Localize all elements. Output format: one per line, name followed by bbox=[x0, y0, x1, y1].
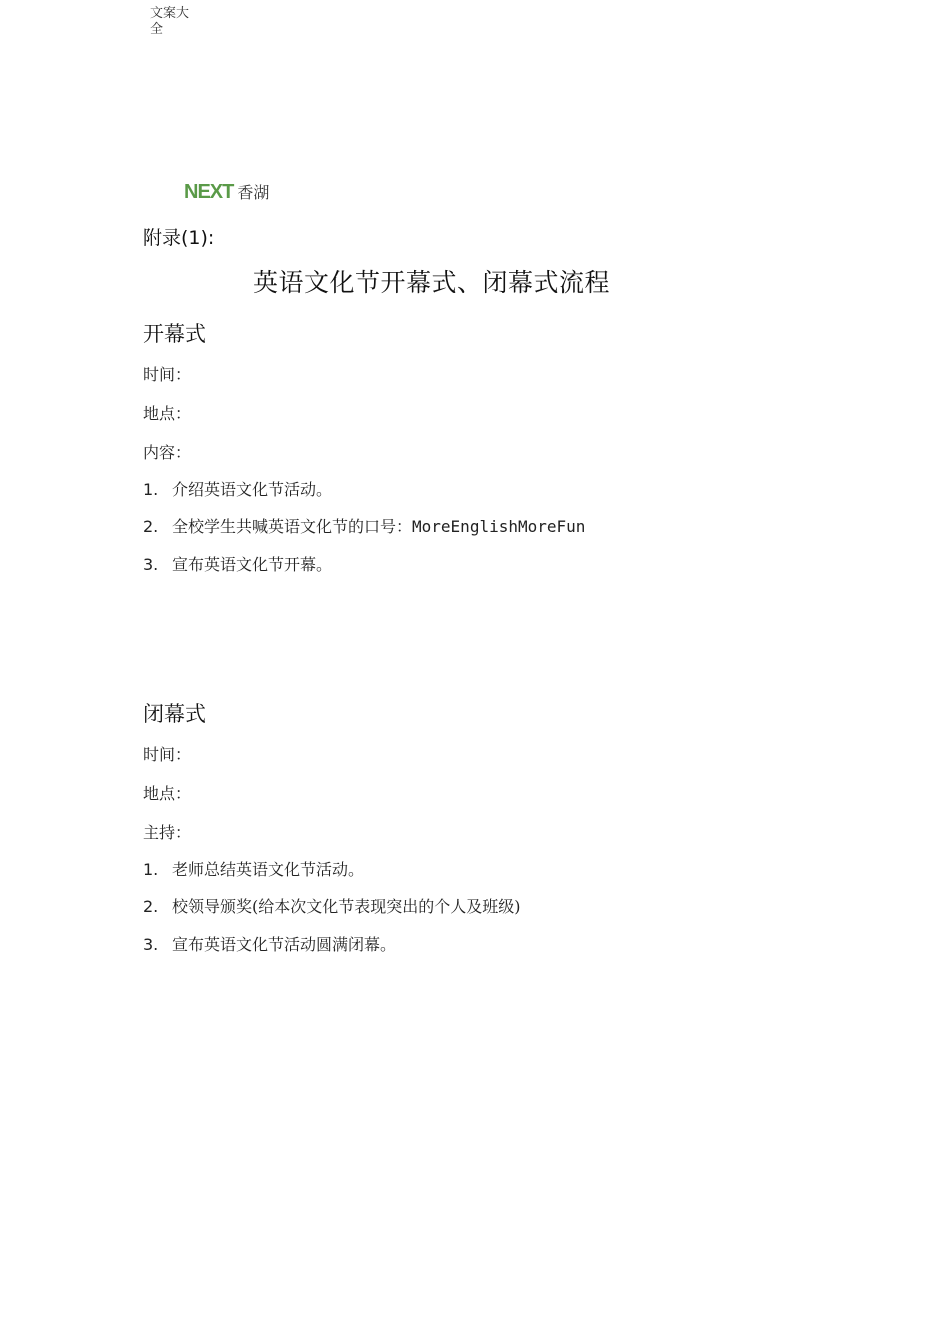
brand-logo bbox=[184, 180, 269, 204]
item-text: 老师总结英语文化节活动。 bbox=[172, 860, 365, 879]
item-number: 2. bbox=[143, 517, 159, 536]
closing-time-field: 时间： bbox=[143, 745, 192, 764]
closing-item bbox=[143, 894, 521, 917]
item-text: 全校学生共喊英语文化节的口号： bbox=[172, 517, 413, 536]
opening-content-field: 内容： bbox=[143, 443, 192, 462]
slogan-text: MoreEnglishMoreFun bbox=[412, 517, 586, 536]
item-text: 宣布英语文化节开幕。 bbox=[172, 555, 333, 574]
item-number: 3. bbox=[143, 935, 159, 954]
item-number: 2. bbox=[143, 897, 159, 916]
closing-heading: 闭幕式 bbox=[143, 702, 206, 726]
opening-item bbox=[143, 477, 332, 500]
opening-item bbox=[143, 552, 332, 575]
opening-time-field: 时间： bbox=[143, 365, 192, 384]
closing-item bbox=[143, 932, 396, 955]
appendix-label: 附录(1): bbox=[143, 227, 215, 249]
corner-label: 文案大全 bbox=[150, 6, 190, 37]
item-number: 1. bbox=[143, 860, 159, 879]
item-text: 介绍英语文化节活动。 bbox=[172, 480, 333, 499]
opening-item bbox=[143, 514, 585, 537]
closing-place-field: 地点： bbox=[143, 784, 192, 803]
document-title: 英语文化节开幕式、闭幕式流程 bbox=[253, 268, 611, 297]
item-text: 校领导颁奖(给本次文化节表现突出的个人及班级) bbox=[172, 897, 521, 916]
opening-heading: 开幕式 bbox=[143, 322, 206, 346]
opening-place-field: 地点： bbox=[143, 404, 192, 423]
item-number: 3. bbox=[143, 555, 159, 574]
closing-host-field: 主持： bbox=[143, 823, 192, 842]
item-number: 1. bbox=[143, 480, 159, 499]
brand-next: NEXT bbox=[184, 181, 234, 203]
closing-item bbox=[143, 857, 364, 880]
brand-sub: 香湖 bbox=[237, 183, 270, 202]
item-text: 宣布英语文化节活动圆满闭幕。 bbox=[172, 935, 397, 954]
